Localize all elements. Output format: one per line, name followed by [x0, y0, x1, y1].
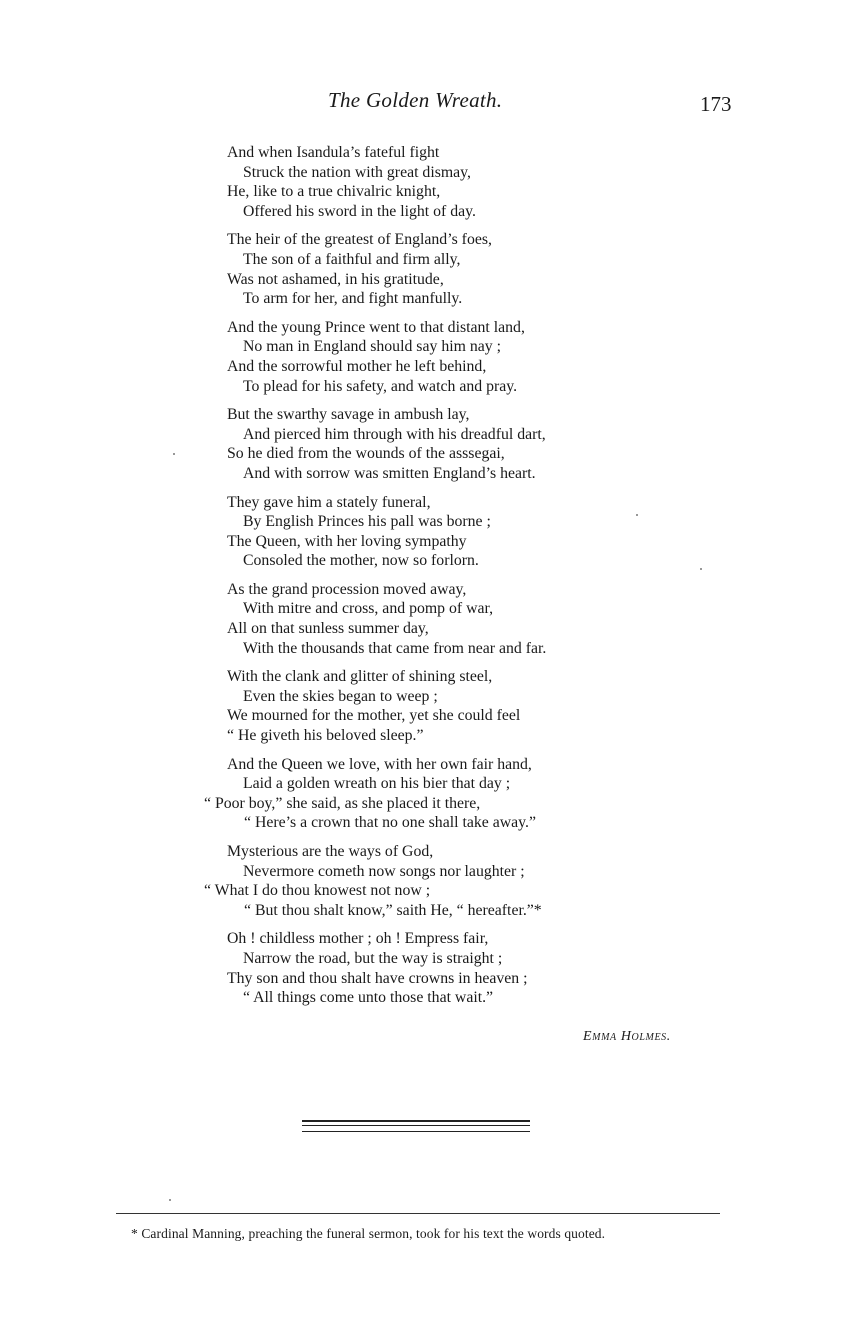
poem-line: “ What I do thou knowest not now ;: [204, 882, 431, 900]
poem-line: To plead for his safety, and watch and pray.: [243, 377, 518, 395]
poem-line: And when Isandula’s fateful fight: [227, 144, 440, 161]
poem-line: And the sorrowful mother he left behind,: [227, 357, 487, 375]
poem-line: The son of a faithful and firm ally,: [243, 250, 461, 268]
footnote: * Cardinal Manning, preaching the funeral sermon, took for his text the words quoted.: [131, 1226, 606, 1241]
poem-line: Nevermore cometh now songs nor laughter ;: [243, 862, 525, 880]
poem-line: So he died from the wounds of the asssegai,: [227, 445, 505, 463]
poem-line: And the Queen we love, with her own fair hand,: [227, 755, 532, 773]
poem-line: “ Here’s a crown that no one shall take away.”: [244, 814, 536, 832]
poem-line: Even the skies began to weep ;: [243, 687, 438, 705]
poem-line: Was not ashamed, in his gratitude,: [227, 270, 444, 288]
stanza: [200, 842, 740, 920]
stanza: [200, 755, 740, 833]
stanza: [200, 929, 740, 1007]
poem: [200, 143, 740, 1017]
stanza: [200, 667, 740, 745]
paper-speck: [169, 1199, 171, 1201]
poem-line: And pierced him through with his dreadful dart,: [243, 425, 546, 443]
running-title: The Golden Wreath.: [328, 88, 503, 112]
poem-line: “ He giveth his beloved sleep.”: [227, 727, 424, 745]
poem-line: Struck the nation with great dismay,: [243, 163, 471, 181]
poem-line: “ All things come unto those that wait.”: [243, 989, 494, 1007]
poem-line: No man in England should say him nay ;: [243, 338, 501, 356]
poem-line: He, like to a true chivalric knight,: [227, 183, 441, 201]
author-signature: Emma Holmes.: [583, 1029, 671, 1044]
poem-line: By English Princes his pall was borne ;: [243, 513, 491, 531]
poem-line: Mysterious are the ways of God,: [227, 843, 434, 860]
stanza: [200, 580, 740, 658]
running-head: [0, 88, 844, 118]
poem-line: All on that sunless summer day,: [227, 620, 429, 638]
poem-line: We mourned for the mother, yet she could feel: [227, 707, 521, 725]
poem-line: But the swarthy savage in ambush lay,: [227, 406, 470, 424]
poem-line: Thy son and thou shalt have crowns in heaven ;: [227, 969, 528, 987]
poem-line: Oh ! childless mother ; oh ! Empress fair,: [227, 930, 489, 948]
end-rule: [302, 1120, 530, 1132]
poem-line: With the clank and glitter of shining steel,: [227, 668, 493, 686]
page-number: 173: [700, 92, 732, 116]
poem-line: Consoled the mother, now so forlorn.: [243, 552, 479, 570]
stanza: [200, 230, 740, 308]
poem-line: And with sorrow was smitten England’s heart.: [243, 464, 536, 482]
poem-line: With mitre and cross, and pomp of war,: [243, 600, 494, 618]
stanza: [200, 318, 740, 396]
poem-line: “ Poor boy,” she said, as she placed it there,: [204, 794, 481, 812]
poem-line: And the young Prince went to that distant land,: [227, 318, 525, 336]
poem-line: As the grand procession moved away,: [227, 580, 467, 598]
poem-line: “ But thou shalt know,” saith He, “ hereafter.”*: [244, 901, 542, 919]
poem-line: Narrow the road, but the way is straight ;: [243, 949, 503, 967]
poem-line: The heir of the greatest of England’s foes,: [227, 231, 492, 249]
stanza: [200, 493, 740, 571]
poem-line: They gave him a stately funeral,: [227, 493, 431, 511]
poem-line: With the thousands that came from near and far.: [243, 639, 547, 657]
stanza: [200, 143, 740, 221]
paper-speck: [700, 568, 702, 570]
poem-line: Laid a golden wreath on his bier that day ;: [243, 775, 511, 793]
poem-line: Offered his sword in the light of day.: [243, 202, 476, 220]
paper-speck: [173, 453, 175, 455]
stanza: [200, 405, 740, 483]
poem-line: To arm for her, and fight manfully.: [243, 290, 463, 308]
footnote-rule: [116, 1213, 720, 1214]
poem-line: The Queen, with her loving sympathy: [227, 532, 467, 550]
paper-speck: [636, 514, 638, 516]
